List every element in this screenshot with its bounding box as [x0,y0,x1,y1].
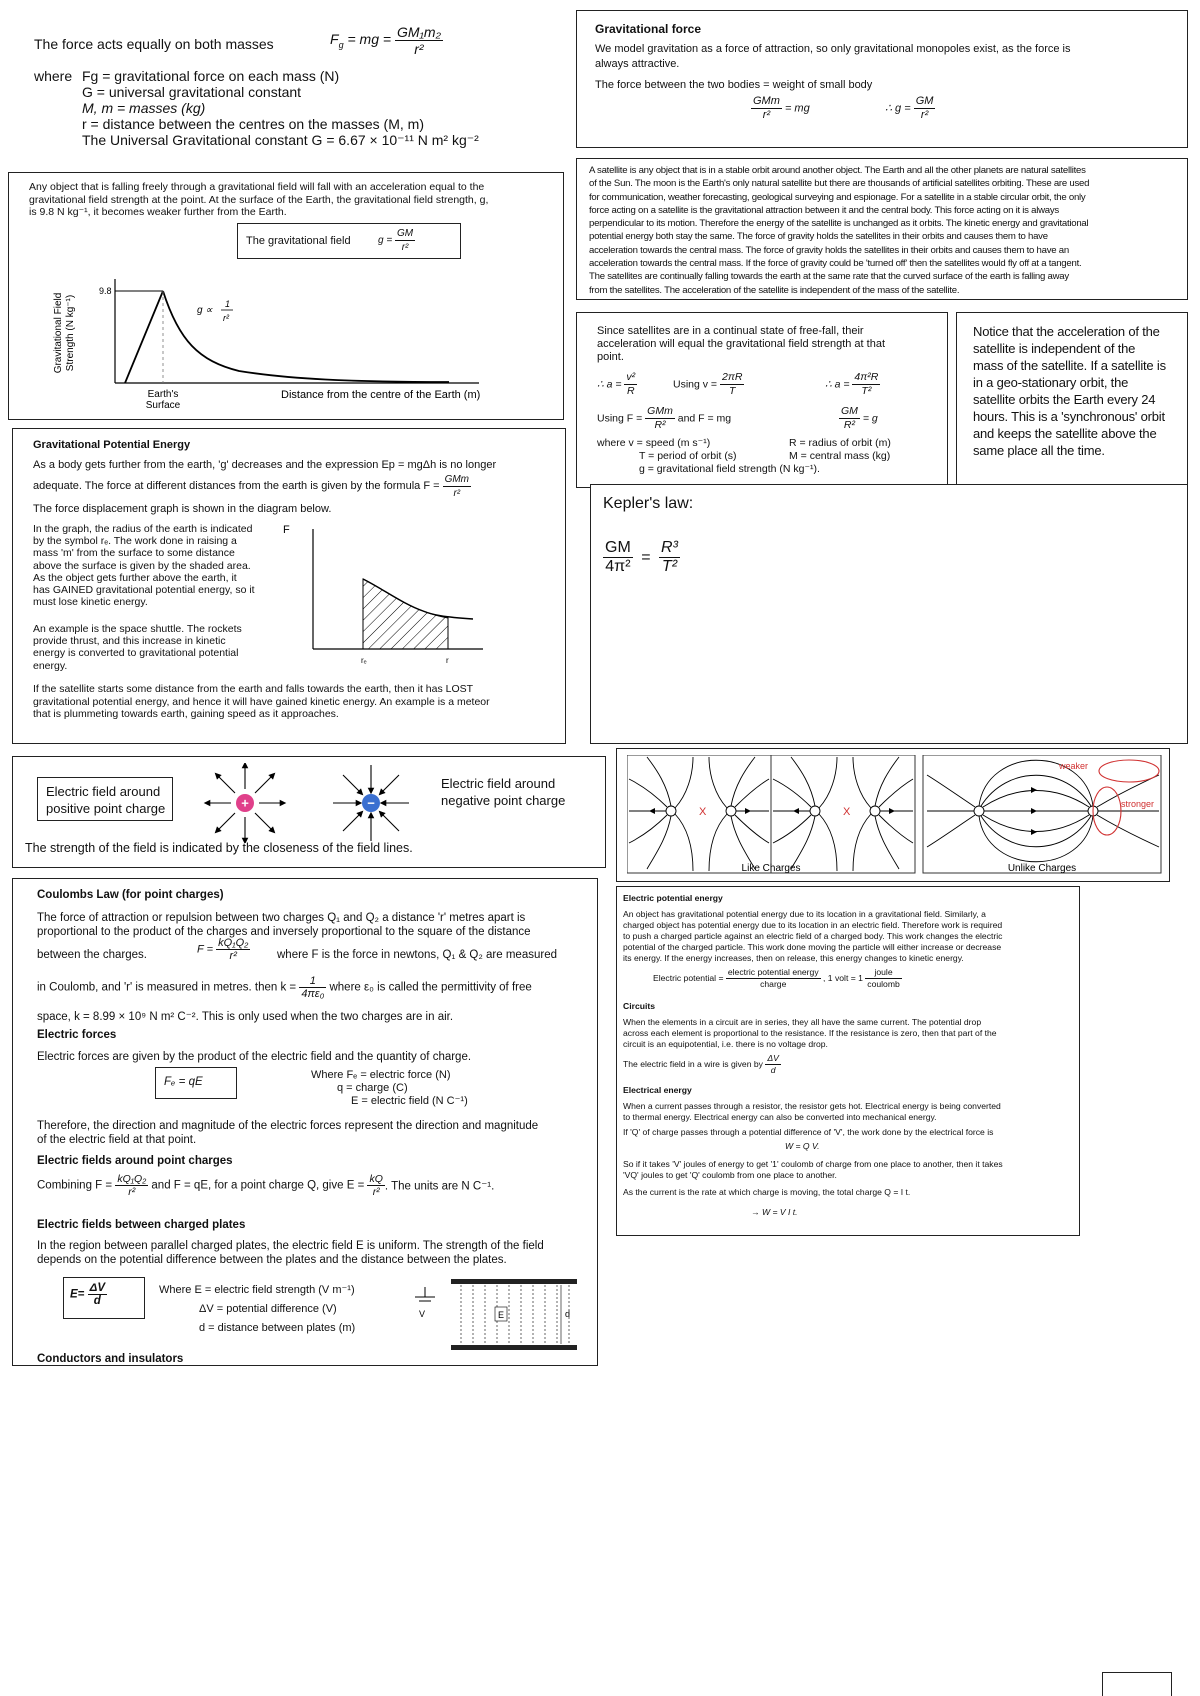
notice-text: Notice that the acceleration of the satellite is independent of the mass of the satellite. If a satellite is in a geo-stationary orbit, the satellite orbits the Earth every 24 hours. This is a 'synchronous' orbit and keeps the satellite above the same place all the time. [973,324,1166,458]
line: The force between the two bodies = weight of small body [595,79,873,91]
graph-f-label: F [283,524,290,536]
gpe-para-3: If the satellite starts some distance from the earth and falls towards the earth, then it has LOST gravitational potential energy, and hence it will have gained kinetic energy. An example is a meteor that is plummeting towards earth, gaining speed as it approaches. [33,683,490,721]
negative-charge-field [333,765,409,841]
graph-r-label: r [446,656,449,665]
kepler-equation: $\frac{GM}{\text{4π²}}$ = $\frac{\text{R³}}{\text{T²}}$ [605,539,678,575]
plates-text: In the region between parallel charged plates, the electric field E is uniform. The strength of the field depends on the potential difference between the plates and the distance between the plates. [37,1240,544,1266]
gpe-para-2: An example is the space shuttle. The rockets provide thrust, and this increase in kinetic energy is converted to gravitational potential energy. [33,623,242,672]
acc-eq-1: ∴ a = $\frac{\text{v²}}{R}$ [597,371,636,397]
free-fall-text: Since satellites are in a continual state of free-fall, their acceleration will equal the gravitational field strength at that point. [597,325,886,363]
where-v: where v = speed (m s⁻¹) [597,437,711,449]
y-axis-label-2: Strength (N kg⁻¹) [65,294,76,372]
proportionality-label: g ∝ [197,305,213,316]
w-vit-eq: → W = V I t. [751,1207,798,1217]
page-number-box [1102,1672,1172,1696]
line: where F is the force in newtons, Q₁ & Q₂ are measured [277,949,557,961]
electric-field-box [12,756,606,868]
parallel-plates-title: Electric fields between charged plates [37,1219,246,1231]
line: As a body gets further from the earth, 'g' decreases and the expression Ep = mgΔh is no longer [33,459,497,471]
circuits-text: When the elements in a circuit are in series, they all have the same current. The potential drop across each element is proportional to the resistance. If the resistance is zero, then that part of the circuit is an equipotential, i.e. there is no voltage drop. [623,1017,997,1049]
x-axis-label: Distance from the centre of the Earth (m) [281,389,481,401]
prop-den: r² [223,313,229,323]
title: Gravitational force [595,22,702,36]
negative-field-label: Electric field around negative point charge [437,771,573,813]
conductors-title: Conductors and insulators [37,1353,184,1365]
line: The force displacement graph is shown in the diagram below. [33,503,332,515]
intro-text: The force acts equally on both masses [34,36,274,52]
e-label: E [498,1310,505,1320]
potential-energy-box [616,886,1080,1236]
notice-box [956,312,1188,488]
earth-surface-label-1: Earth's [147,389,179,400]
line: We model gravitation as a force of attraction, so only gravitational monopoles exist, as the force is [595,43,1071,55]
free-fall-box [576,312,948,488]
field-strength-note: The strength of the field is indicated by the closeness of the field lines. [25,841,413,855]
kepler-box [590,484,1188,744]
gravitational-field-label: The gravitational field g = $\frac{GM}{\text{r²}}$ [237,223,461,259]
line: As the current is the rate at which charge is moving, the total charge Q = I t. [623,1187,911,1197]
parallel-plates-diagram [411,1267,581,1363]
like-charges-caption: Like Charges [741,863,801,874]
grav-force-summary [8,10,564,158]
satellite-box [576,158,1188,300]
v-label: V [419,1309,426,1319]
ef-text-2: Therefore, the direction and magnitude of the electric forces represent the direction and magnitude of the electric field at that point. [37,1120,539,1146]
force-displacement-graph [283,519,513,669]
gravitational-force-box [576,10,1188,148]
weaker-label: weaker [1059,761,1089,771]
unlike-charges-caption: Unlike Charges [1007,863,1077,874]
w-qv-eq: W = Q V. [785,1141,820,1151]
where-g: g = gravitational field strength (N kg⁻¹). [639,463,820,475]
electrical-energy-text-2: So if it takes 'V' joules of energy to get '1' coulomb of charge from one place to another, then it takes 'VQ' joules to get 'Q' coulomb from one place to another. [623,1159,1003,1180]
linear-inside-curve [125,291,163,383]
k-line: in Coulomb, and 'r' is measured in metres. then k = $\frac{1}{\text{4πε₀}}$ where ε₀ is called the permittivity of free [37,975,532,1000]
positive-charge-field [207,765,283,841]
earth-surface-label-2: Surface [145,400,181,411]
force-eq: Using F = GMm R² and F = mg [597,405,732,431]
prop-num: 1 [225,299,231,309]
d-label: d [565,1309,571,1319]
coulomb-box [12,878,598,1366]
positive-field-label: Electric field around positive point charge [37,777,173,821]
line: always attractive. [595,58,680,70]
line: space, k = 8.99 × 10⁹ N m² C⁻². This is only used when the two charges are in air. [37,1011,454,1023]
like-unlike-charges-box [616,748,1170,882]
charge-field-lines [627,755,1163,879]
electrical-energy-title: Electrical energy [623,1085,692,1095]
satellite-text: A satellite is any object that is in a stable orbit around another object. The Earth and all the other planets are natural satellites of the Sun. The moon is the Earth's only natural satellite but there are thousands of artificial satellites orbiting. These are used for communication, weather forecasting, geological surveying and espionage. For a satellite in a stable circular orbit, the only force acting on a satellite is the gravitational attraction between it and the central body. This force acting on it is always perpendicular to its motion. Therefore the energy of the satellite is unchanged as it orbits. The kinetic energy and gravitational potential energy both stay the same. The force of gravity holds the satellites in their orbits and causes them to have acceleration towards the central mass. The force of gravity holds the satellites in their orbits and causes them to have an acceleration towards the central mass. If the force of gravity could be 'turned off' then the satellites would fly off at a tangent. The satellites are continually falling towards the earth at the same rate that the curved surface of the earth is falling away from the satellites. The acceleration of the satellite is independent of the mass of the satellite. [589,165,1090,296]
x-mark-2: X [843,806,851,818]
gpe-para-1: In the graph, the radius of the earth is indicated by the symbol rₑ. The work done in raising a mass 'm' from the surface to some distance above the surface is given by the shaded area. As the object gets further above the earth, it has GAINED gravitational potential energy, so it must lose kinetic energy. [33,523,255,609]
graph-re-label: rₑ [361,656,367,665]
weight-equation: GMm r² = mg [753,95,810,121]
point-charges-title: Electric fields around point charges [37,1155,233,1167]
point-charge-fields [203,763,443,843]
where-t: T = period of orbit (s) [639,450,737,462]
line: Electric forces are given by the product of the electric field and the quantity of charge. [37,1051,472,1063]
y-axis-label-1: Gravitational Field [53,292,64,374]
plate-field-eq-box: E= $\frac{\Delta V}{d}$ [63,1277,145,1319]
gpe-box [12,428,566,744]
wire-field-line: The electric field in a wire is given by $\frac{\Delta V}{d}$ [623,1053,779,1075]
plates-where: Where E = electric field strength (V m⁻¹) ΔV = potential difference (V) d = distance between plates (m) [159,1284,356,1334]
electric-potential-eq: Electric potential = electric potential energy charge , 1 volt = 1 joule coulomb [653,967,900,989]
where-label: where [34,68,73,84]
electrical-energy-text: When a current passes through a resistor, the resistor gets hot. Electrical energy is being converted to thermal energy. Electrical energy can also be converted into mechanical energy. [623,1101,1001,1122]
line: If 'Q' of charge passes through a potential difference of 'V', the work done by the electrical force is [623,1127,994,1137]
line: between the charges. [37,949,147,961]
g-equation: ∴ g = $\frac{GM}{\text{r²}}$ [885,95,934,121]
stronger-label: stronger [1121,799,1155,809]
acc-eq-2: ∴ a = $\frac{\text{4π²R}}{\text{T²}}$ [825,371,879,397]
ef-where: Where Fₑ = electric force (N) q = charge (C) E = electric field (N C⁻¹) [311,1069,468,1107]
negative-sign: − [367,795,375,811]
field-strength-graph [49,261,549,411]
where-r: R = radius of orbit (m) [789,437,891,449]
potential-title: Electric potential energy [623,893,723,903]
x-mark-1: X [699,806,707,818]
coulomb-text: The force of attraction or repulsion between two charges Q₁ and Q₂ a distance 'r' metres apart is proportional to the product of the charges and inversely proportional to the square of the distance [37,912,531,938]
velocity-eq: Using v = $\frac{2\pi R}{T}$ [673,371,743,397]
g-eq: $\frac{GM}{\text{R²}}$ = g [841,405,878,431]
kepler-title: Kepler's law: [603,495,694,512]
potential-text: An object has gravitational potential energy due to its location in a gravitational field. Similarly, a charged object has potential energy due to its location in an electric field. Therefore work is required to push a charged particle against an electric field of a charged body. This work changes the electric potential of the charged particle. This work done moving the particle will either increase or decrease its energy. If the energy increases, then on release, this energy changes to kinetic energy. [623,909,1003,963]
electric-forces-title: Electric forces [37,1029,117,1041]
y-tick-label: 9.8 [99,286,112,296]
positive-sign: + [241,795,249,811]
electric-force-eq-box: Fₑ = qE [155,1067,237,1099]
field-text: Any object that is falling freely through a gravitational field will fall with an acceleration equal to the gravitational field strength at the point. At the surface of the Earth, the gravitational field strength, g, is 9.8 N kg⁻¹, it becomes weaker further from the Earth. [29,181,489,218]
gravitational-field-box [8,172,564,420]
shaded-work-area [363,579,448,649]
force-formula-line: adequate. The force at different distances from the earth is given by the formula F = GMm r² [33,474,470,499]
coulomb-formula: F = $\frac{\text{kQ₁Q₂}}{\text{r²}}$ [197,937,249,962]
circuits-title: Circuits [623,1001,655,1011]
where-m: M = central mass (kg) [789,450,891,462]
definitions: Fɡ = gravitational force on each mass (N) G = universal gravitational constant M, m = masses (kg) r = distance between the centres on the masses (M, m) The Universal Gravitational constant G = 6.67 × 10⁻¹¹ N m² kg⁻² [82,68,479,148]
coulomb-title: Coulombs Law (for point charges) [37,889,224,901]
point-charge-line: Combining F = $\frac{\text{kQ₁Q₂}}{\text{r²}}$ and F = qE, for a point charge Q, give E = $\frac{kQ}{\text{r²}}$ . The units are N C⁻¹. [37,1173,495,1198]
grav-force-equation: $F_g$ = mg = $\frac{\text{GM₁m₂}}{\text{r²}}$ [330,24,441,57]
gpe-title: Gravitational Potential Energy [33,439,191,451]
